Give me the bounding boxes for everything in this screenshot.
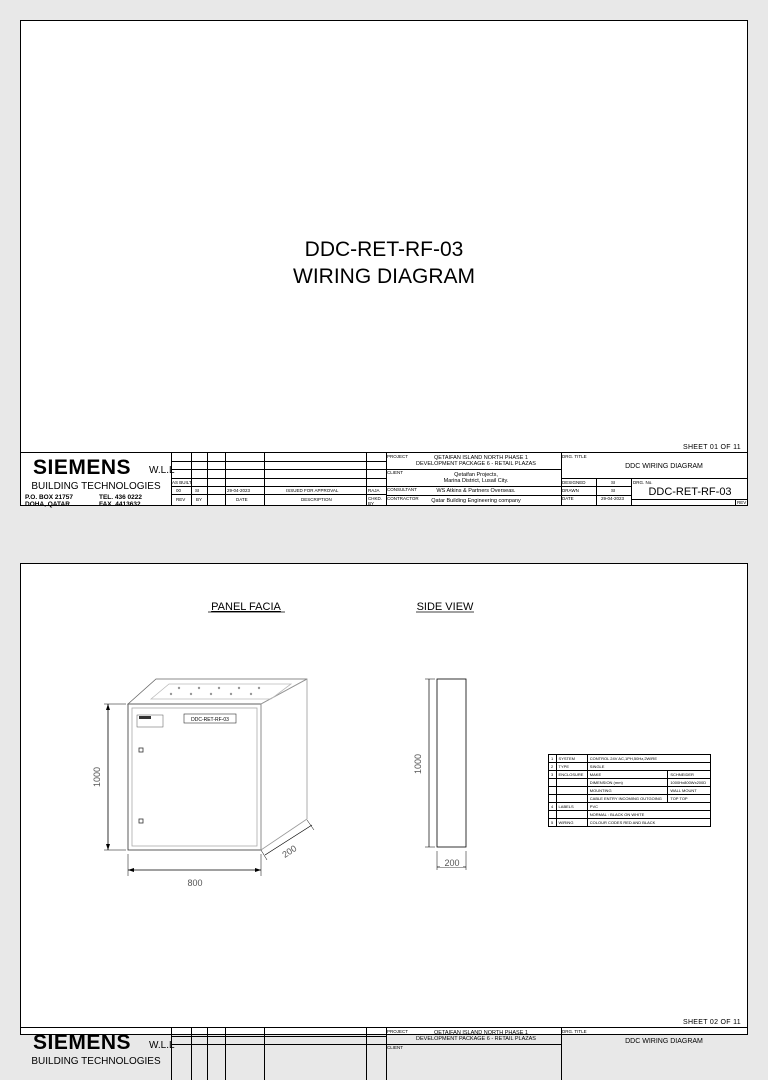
rev-date: 29-04-2023 [227, 488, 251, 493]
division-name: BUILDING TECHNOLOGIES [31, 481, 161, 492]
rev-no: 00 [176, 488, 182, 493]
as-built-label: AS BUILT [172, 480, 192, 485]
date-label: DATE [562, 496, 574, 501]
division-name: BUILDING TECHNOLOGIES [31, 1056, 161, 1067]
po-box: P.O. BOX 21757 [25, 494, 73, 501]
col-date: DATE [236, 497, 248, 502]
project-label: PROJECT [387, 454, 409, 459]
drg-title: DDC WIRING DIAGRAM [625, 463, 703, 470]
drawn-label: DRAWN [562, 488, 579, 493]
width-dimension: 800 [187, 878, 203, 888]
contractor-name: Qatar Building Engineering company [431, 498, 521, 504]
side-depth-dimension: 200 [444, 858, 460, 868]
drawing-title-line1: DDC-RET-RF-03 [304, 238, 464, 261]
col-by: BY [196, 497, 203, 502]
project-line2: DEVELOPMENT PACKAGE 6 - RETAIL PLAZAS [416, 461, 536, 467]
height-dimension: 1000 [92, 766, 102, 788]
client-line2: Marina District, Lusail City. [443, 478, 509, 484]
panel-facia-label: PANEL FACIA [211, 601, 281, 613]
col-checked: CHKD. BY [368, 496, 383, 506]
brand-logo: SIEMENS [33, 456, 132, 479]
drg-title-label: DRG. TITLE [562, 1029, 587, 1034]
drawing-title-line2: WIRING DIAGRAM [293, 265, 475, 288]
client-label: CLIENT [387, 1045, 404, 1050]
client-line1: Qetaifan Projects, [454, 472, 498, 478]
table-row: 2 TYPE SINGLE [549, 763, 711, 771]
col-description: DESCRIPTION [301, 497, 332, 502]
table-row: 4 LABELS PVC [549, 803, 711, 811]
drg-no-label: DRG. No. [633, 480, 653, 485]
side-height-dimension: 1000 [413, 753, 423, 775]
consultant-name: WS Atkins & Partners Overseas. [436, 488, 516, 494]
title-block [21, 452, 747, 508]
date-value: 29-04-2023 [601, 496, 625, 501]
col-rev: REV [176, 497, 186, 502]
table-row: 1 SYSTEM CONTROL 24V AC,1PH,50Hz,2WIRE [549, 755, 711, 763]
table-row: 5 WIRING COLOUR CODES RED AND BLACK [549, 819, 711, 827]
table-row: 3 ENCLOSURE MAKE SCHNEIDER [549, 771, 711, 779]
project-line1: QETAIFAN ISLAND NORTH PHASE 1 [434, 1030, 528, 1036]
designed-label: DESIGNED [562, 480, 586, 485]
drg-title-label: DRG. TITLE [562, 454, 587, 459]
table-row: NORMAL : BLACK ON WHITE [549, 811, 711, 819]
company-logo-block [21, 453, 175, 508]
rev-label: REV [737, 500, 747, 505]
project-line1: QETAIFAN ISLAND NORTH PHASE 1 [434, 455, 528, 461]
rev-by: SI [195, 488, 200, 493]
brand-logo: SIEMENS [33, 1031, 132, 1054]
drawing-sheet-2 [20, 563, 748, 1067]
spec-table [548, 754, 711, 827]
rev-description: ISSUED FOR APPROVAL [286, 488, 339, 493]
sheet-number: SHEET 01 OF 11 [682, 444, 741, 451]
brand-suffix: W.L.L [149, 465, 175, 476]
city: DOHA, QATAR [25, 501, 70, 508]
designed-value: SI [611, 480, 616, 485]
brand-suffix: W.L.L [149, 1040, 175, 1051]
table-row: MOUNTING WALL MOUNT [549, 787, 711, 795]
consultant-label: CONSULTANT [387, 487, 417, 492]
side-view-outline [437, 679, 466, 847]
client-label: CLIENT [387, 470, 404, 475]
title-block [21, 1027, 747, 1080]
drawn-value: SI [611, 488, 616, 493]
drawing-title [21, 236, 747, 290]
side-view-label: SIDE VIEW [416, 601, 474, 613]
company-logo-block [21, 1028, 175, 1080]
depth-dimension: 200 [280, 843, 299, 860]
table-row: DIMENSION (mm) 1000Hx800Wx200D [549, 779, 711, 787]
panel-front-view [128, 679, 307, 850]
rev-checked: RAJA [368, 488, 380, 493]
table-row: CABLE ENTRY INCOMING OUTGOING TOP TOP [549, 795, 711, 803]
sheet-number: SHEET 02 OF 11 [682, 1019, 741, 1026]
panel-nameplate: DDC-RET-RF-03 [191, 717, 229, 723]
drg-no: DDC-RET-RF-03 [648, 486, 732, 498]
project-label: PROJECT [387, 1029, 409, 1034]
door-lock-icon [139, 748, 143, 752]
contractor-label: CONTRACTOR [387, 496, 419, 501]
fax: FAX. 4413632 [99, 501, 141, 508]
door-lock-icon [139, 819, 143, 823]
drg-title: DDC WIRING DIAGRAM [625, 1038, 703, 1045]
drawing-sheet-1 [20, 20, 748, 506]
project-line2: DEVELOPMENT PACKAGE 6 - RETAIL PLAZAS [416, 1036, 536, 1042]
telephone: TEL. 436 0222 [99, 494, 142, 501]
